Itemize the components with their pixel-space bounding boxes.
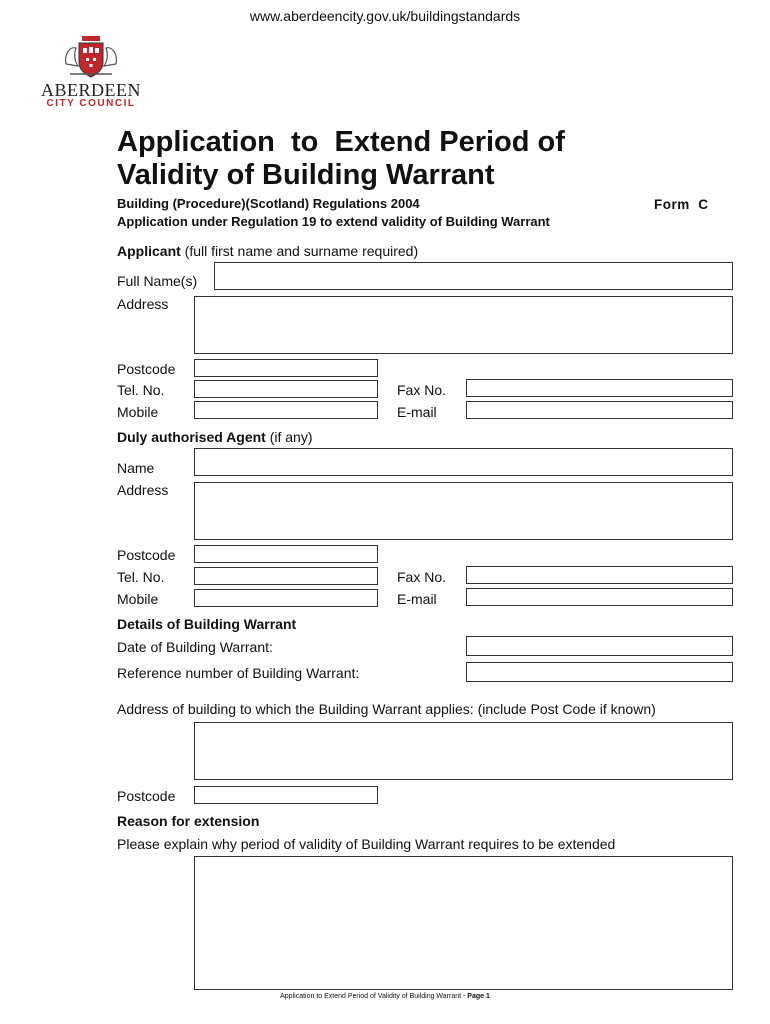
footer-text: Application to Extend Period of Validity of Building Warrant - — [280, 993, 468, 1000]
agent-heading — [117, 429, 313, 445]
agent-mobile-field[interactable] — [194, 589, 378, 607]
council-logo — [36, 34, 146, 112]
applicant-email-label: E-mail — [397, 404, 437, 420]
agent-name-label: Name — [117, 460, 155, 476]
warrant-ref-label: Reference number of Building Warrant: — [117, 665, 360, 681]
reason-prompt: Please explain why period of validity of Building Warrant requires to be extended — [117, 836, 616, 852]
agent-postcode-field[interactable] — [194, 545, 378, 563]
agent-heading-title: Duly authorised Agent — [117, 429, 266, 445]
page-footer — [0, 992, 770, 1001]
reason-field[interactable] — [194, 856, 733, 990]
applicant-tel-field[interactable] — [194, 380, 378, 398]
header-url: www.aberdeencity.gov.uk/buildingstandards — [249, 8, 521, 24]
logo-council: CITY COUNCIL — [46, 98, 136, 109]
applicant-address-field[interactable] — [194, 296, 733, 354]
agent-email-field[interactable] — [466, 588, 733, 606]
reason-heading: Reason for extension — [117, 813, 260, 829]
agent-fax-field[interactable] — [466, 566, 733, 584]
title-line-2: Validity of Building Warrant — [117, 159, 495, 191]
form-label: Form C — [654, 197, 709, 212]
applicant-heading — [117, 243, 418, 259]
agent-address-field[interactable] — [194, 482, 733, 540]
warrant-ref-field[interactable] — [466, 662, 733, 682]
application-text: Application under Regulation 19 to extend validity of Building Warrant — [117, 214, 550, 229]
footer-page: Page 1 — [467, 993, 490, 1000]
agent-email-label: E-mail — [397, 591, 437, 607]
agent-name-field[interactable] — [194, 448, 733, 476]
title-line-1: Application to Extend Period of — [117, 126, 565, 158]
applicant-postcode-label: Postcode — [117, 361, 176, 377]
applicant-mobile-label: Mobile — [117, 404, 159, 420]
agent-fax-label: Fax No. — [397, 569, 447, 585]
applicant-heading-title: Applicant — [117, 243, 181, 259]
applicant-fax-field[interactable] — [466, 379, 733, 397]
applicant-mobile-field[interactable] — [194, 401, 378, 419]
warrant-address-field[interactable] — [194, 722, 733, 780]
applicant-heading-note: (full first name and surname required) — [184, 243, 419, 259]
coat-of-arms-icon — [62, 34, 120, 80]
warrant-date-label: Date of Building Warrant: — [117, 639, 273, 655]
full-name-field[interactable] — [214, 262, 733, 290]
agent-heading-note: (if any) — [269, 429, 313, 445]
warrant-postcode-label: Postcode — [117, 788, 176, 804]
logo-name: ABERDEEN — [41, 80, 141, 100]
applicant-fax-label: Fax No. — [397, 382, 447, 398]
agent-postcode-label: Postcode — [117, 547, 176, 563]
agent-mobile-label: Mobile — [117, 591, 159, 607]
applicant-email-field[interactable] — [466, 401, 733, 419]
agent-tel-label: Tel. No. — [117, 569, 165, 585]
warrant-date-field[interactable] — [466, 636, 733, 656]
applicant-postcode-field[interactable] — [194, 359, 378, 377]
full-name-label: Full Name(s) — [117, 273, 198, 289]
regulations-text: Building (Procedure)(Scotland) Regulations 2004 — [117, 196, 420, 211]
applicant-address-label: Address — [117, 296, 169, 312]
warrant-postcode-field[interactable] — [194, 786, 378, 804]
agent-address-label: Address — [117, 482, 169, 498]
applicant-tel-label: Tel. No. — [117, 382, 165, 398]
warrant-address-label: Address of building to which the Building Warrant applies: (include Post Code if known) — [117, 701, 656, 717]
agent-tel-field[interactable] — [194, 567, 378, 585]
warrant-heading: Details of Building Warrant — [117, 616, 297, 632]
page-title — [117, 126, 565, 192]
